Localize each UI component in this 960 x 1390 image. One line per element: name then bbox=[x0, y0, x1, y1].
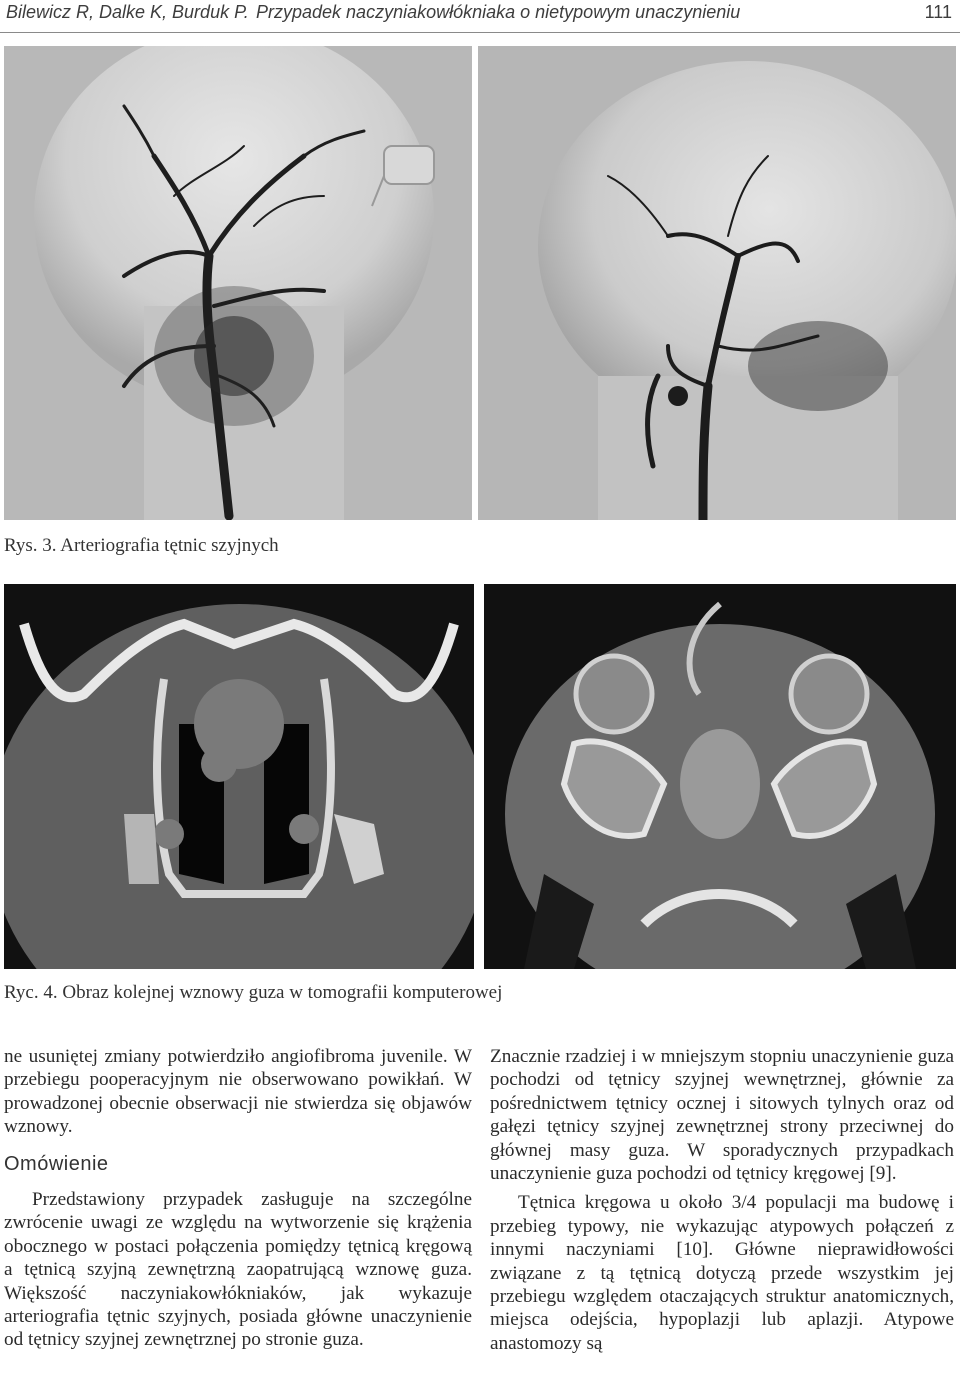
left-column bbox=[4, 1045, 472, 1352]
right-column bbox=[490, 1045, 954, 1355]
running-header bbox=[6, 2, 952, 28]
header-authors: Bilewicz R, Dalke K, Burduk P. bbox=[6, 2, 249, 22]
figure3-caption: Rys. 3. Arteriografia tętnic szyjnych bbox=[4, 535, 279, 556]
left-paragraph-2: Przedstawiony przypadek zasługuje na szczególne zwrócenie uwagi ze względu na wytworzenie się krążenia obocznego w postaci połączenia pomiędzy tętnicą kręgową a tętnicą szyjną zewnętrzną zaopatrującą wznowę guza. Większość naczyniakowłókniaków, jak wykazuje arteriografia tętnic szyjnych, posiada główne unaczynienie od tętnicy szyjnej zewnętrznej po stronie guza. bbox=[4, 1189, 472, 1351]
right-paragraph-2: Tętnica kręgowa u około 3/4 populacji ma budowę i przebieg typowy, nie wykazując atypowych połączeń z innymi naczyniami [10]. Główne nieprawidłowości związane z tą tętnicą dotyczą przede wszystkim jej przebiegu względem otaczających struktur anatomicznych, miejsca odejścia, hypoplazji lub aplazji. Atypowe anastomozy są bbox=[490, 1192, 954, 1354]
figure4-caption: Ryc. 4. Obraz kolejnej wznowy guza w tomografii komputerowej bbox=[4, 982, 503, 1003]
ct-axial-section bbox=[484, 584, 956, 969]
section-heading: Omówienie bbox=[4, 1152, 109, 1175]
ct-coronal-section bbox=[4, 584, 474, 969]
left-paragraph-1: ne usuniętej zmiany potwierdziło angiofibroma juvenile. W przebiegu pooperacyjnym nie obserwowano powikłań. W prowadzonej obecnie obserwacji nie stwierdza się objawów wznowy. bbox=[4, 1046, 472, 1138]
header-divider bbox=[0, 32, 960, 33]
right-paragraph-1: Znacznie rzadziej i w mniejszym stopniu unaczynienie guza pochodzi od tętnicy szyjnej wewnętrznej, głównie za pośrednictwem tętnicy ocznej i sitowych tylnych oraz od gałęzi tętnicy szyjnej zewnętrznej strony przeciwnej do głównej masy guza. W sporadycznych przypadkach unaczynienie guza pochodzi od tętnicy kręgowej [9]. bbox=[490, 1046, 954, 1185]
carotid-angiogram-frontal bbox=[4, 46, 472, 520]
page-number: 111 bbox=[924, 2, 952, 22]
header-title: Przypadek naczyniakowłókniaka o nietypowym unaczynieniu bbox=[256, 2, 741, 22]
carotid-angiogram-lateral bbox=[478, 46, 956, 520]
